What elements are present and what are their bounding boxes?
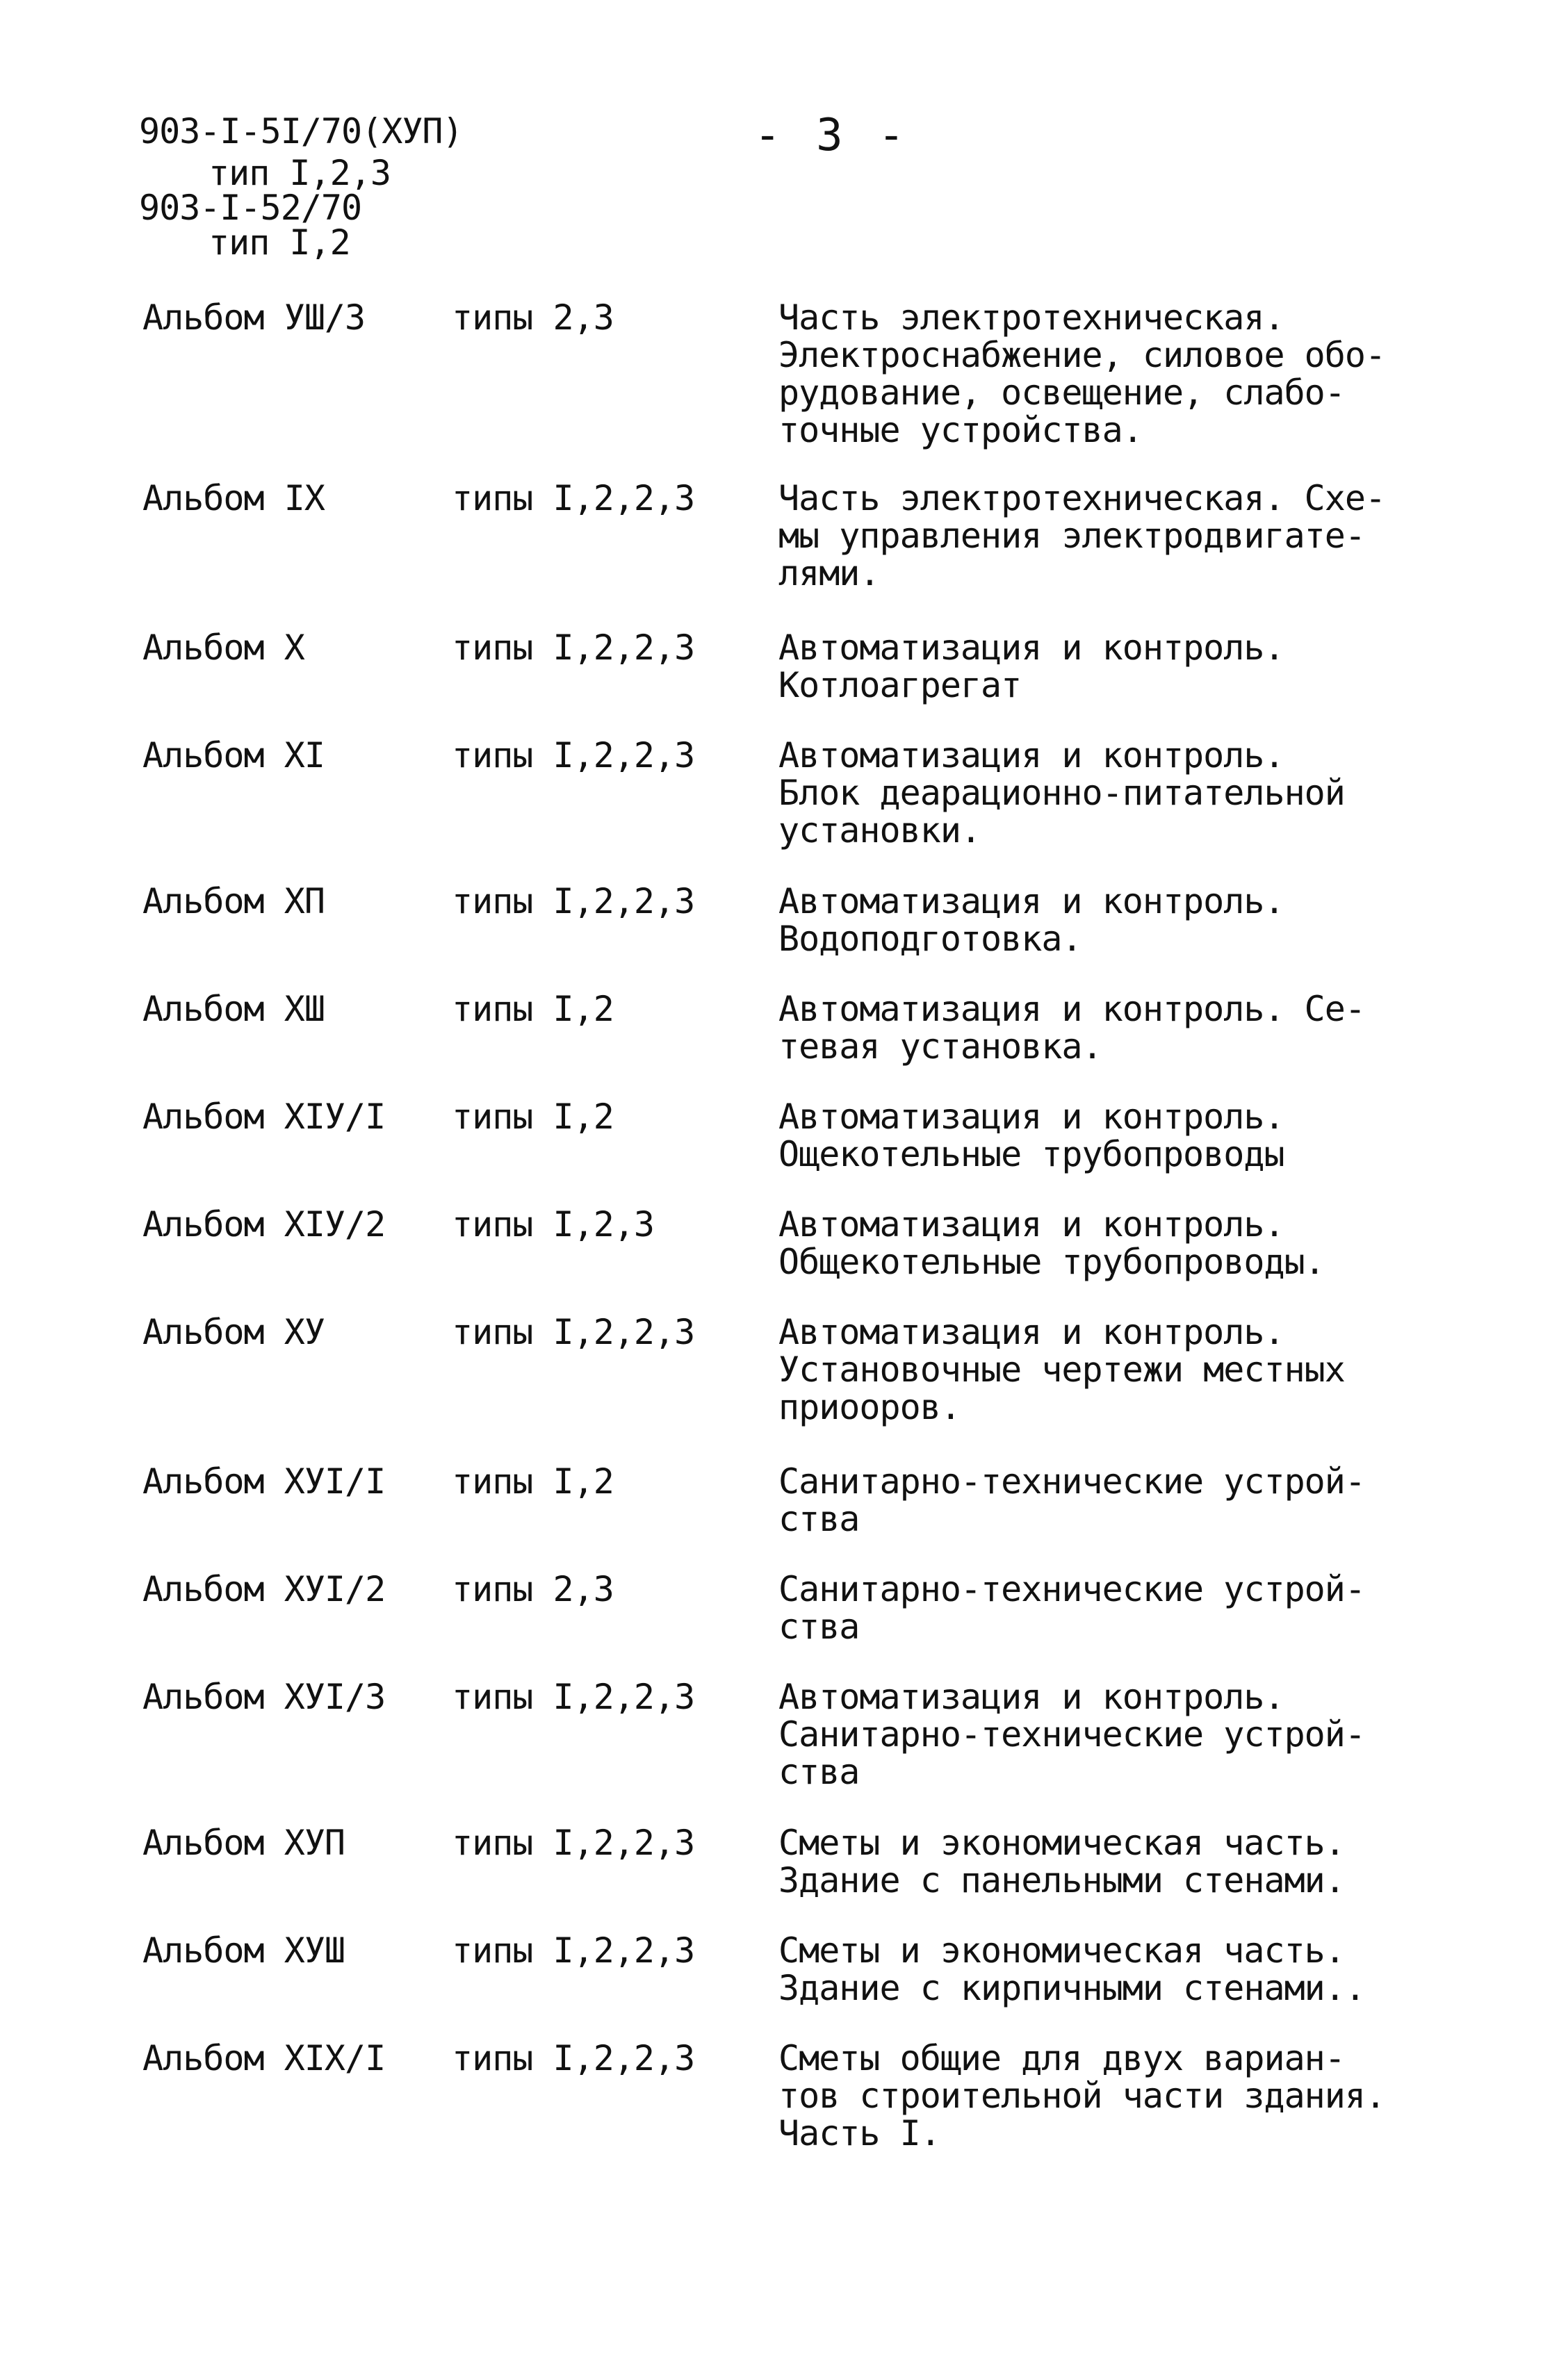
album-types: типы I,2,2,3 (452, 2038, 695, 2078)
album-description-line: Ощекотельные трубопроводы (778, 1134, 1284, 1174)
album-description-line: ства (778, 1752, 860, 1792)
album-description-line: Сметы и экономическая часть. (778, 1823, 1345, 1863)
album-description (778, 299, 1474, 449)
album-name: Альбом XШ (142, 989, 325, 1029)
album-description-line: Автоматизация и контроль. (778, 1204, 1284, 1245)
album-types: типы I,2 (452, 989, 614, 1029)
album-description-line: Блок деарационно-питательной (778, 773, 1345, 813)
album-name: Альбом XУ (142, 1312, 325, 1352)
album-description-line: рудование, освещение, слабо- (778, 372, 1345, 413)
album-description (778, 1824, 1474, 1899)
album-description-line: Сметы общие для двух вариан- (778, 2038, 1345, 2078)
album-description-line: Санитарно-технические устрой- (778, 1569, 1365, 1609)
album-description-line: Водоподготовка. (778, 919, 1082, 959)
album-description-line: Котлоагрегат (778, 665, 1022, 705)
album-description (778, 990, 1474, 1065)
album-name: Альбом XУI/3 (142, 1677, 386, 1717)
album-description (778, 1932, 1474, 2007)
album-description-line: Часть электротехническая. (778, 297, 1284, 338)
album-description-line: Электроснабжение, силовое обо- (778, 335, 1386, 375)
album-description-line: мы управления электродвигате- (778, 516, 1365, 556)
album-name: Альбом XУI/I (142, 1461, 386, 1502)
album-description-line: Общекотельные трубопроводы. (778, 1242, 1325, 1282)
album-description (778, 1570, 1474, 1646)
album-description (778, 479, 1474, 592)
album-description (778, 1098, 1474, 1173)
album-types: типы I,2,2,3 (452, 1823, 695, 1863)
album-types: типы I,2 (452, 1461, 614, 1502)
album-description (778, 629, 1474, 704)
album-name: Альбом XIX/I (142, 2038, 386, 2078)
album-description-line: приооров. (778, 1387, 961, 1427)
album-types: типы I,2,2,3 (452, 478, 695, 518)
album-description-line: Часть электротехническая. Схе- (778, 478, 1386, 518)
album-description-line: Автоматизация и контроль. Се- (778, 989, 1365, 1029)
doc-type-2: тип I,2 (209, 222, 350, 263)
album-description-line: Здание с кирпичными стенами.. (778, 1968, 1365, 2008)
album-description-line: тов строительной части здания. (778, 2076, 1386, 2116)
album-description-line: ства (778, 1607, 860, 1647)
album-types: типы I,2,2,3 (452, 1677, 695, 1717)
album-description-line: Здание с панельными стенами. (778, 1860, 1345, 1901)
album-types: типы I,2,2,3 (452, 1312, 695, 1352)
doc-code-1: 903-I-5I/70(ХУП) (139, 111, 463, 151)
album-description (778, 737, 1474, 849)
doc-code-2: 903-I-52/70 (139, 188, 362, 228)
album-name: Альбом XУI/2 (142, 1569, 386, 1609)
album-description-line: точные устройства. (778, 410, 1143, 450)
album-types: типы 2,3 (452, 1569, 614, 1609)
album-description (778, 1313, 1474, 1426)
album-description-line: ства (778, 1499, 860, 1539)
album-name: Альбом XIУ/I (142, 1097, 386, 1137)
album-types: типы I,2,2,3 (452, 881, 695, 921)
album-description (778, 1206, 1474, 1281)
album-description-line: Сметы и экономическая часть. (778, 1930, 1345, 1971)
album-name: Альбом XУП (142, 1823, 345, 1863)
album-description-line: Санитарно-технические устрой- (778, 1714, 1365, 1755)
album-types: типы I,2,2,3 (452, 1930, 695, 1971)
album-types: типы 2,3 (452, 297, 614, 338)
album-description-line: Автоматизация и контроль. (778, 627, 1284, 668)
album-types: типы I,2,2,3 (452, 627, 695, 668)
album-description-line: лями. (778, 553, 880, 593)
doc-type-1: тип I,2,3 (209, 153, 391, 193)
album-description (778, 2040, 1474, 2152)
album-description-line: тевая установка. (778, 1026, 1102, 1067)
album-description-line: Санитарно-технические устрой- (778, 1461, 1365, 1502)
album-description (778, 1463, 1474, 1538)
album-name: Альбом IX (142, 478, 325, 518)
album-description-line: Установочные чертежи местных (778, 1349, 1345, 1390)
album-description-line: Автоматизация и контроль. (778, 1677, 1284, 1717)
album-description-line: установки. (778, 810, 981, 851)
album-description (778, 883, 1474, 958)
album-types: типы I,2,2,3 (452, 735, 695, 775)
album-description-line: Часть I. (778, 2113, 940, 2153)
album-name: Альбом X (142, 627, 304, 668)
page-number: - 3 - (754, 110, 909, 161)
album-types: типы I,2,3 (452, 1204, 655, 1245)
album-name: Альбом XI (142, 735, 325, 775)
album-name: Альбом XП (142, 881, 325, 921)
album-description (778, 1678, 1474, 1791)
album-types: типы I,2 (452, 1097, 614, 1137)
album-description-line: Автоматизация и контроль. (778, 735, 1284, 775)
album-description-line: Автоматизация и контроль. (778, 1097, 1284, 1137)
album-name: Альбом XIУ/2 (142, 1204, 386, 1245)
album-description-line: Автоматизация и контроль. (778, 1312, 1284, 1352)
album-name: Альбом XУШ (142, 1930, 345, 1971)
album-name: Альбом УШ/3 (142, 297, 366, 338)
album-description-line: Автоматизация и контроль. (778, 881, 1284, 921)
